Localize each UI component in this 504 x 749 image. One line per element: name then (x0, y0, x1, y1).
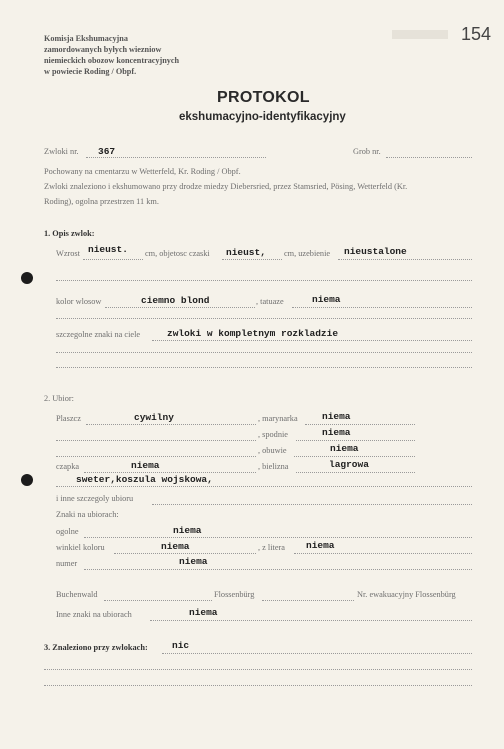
section-3-title (44, 643, 148, 652)
ogolne-label: ogolne (56, 527, 79, 536)
punch-hole-top (21, 272, 33, 284)
numer-label: numer (56, 559, 78, 568)
winkiel-label: winkiel koloru (56, 543, 105, 552)
wzrost-label: Wzrost (56, 249, 80, 258)
spodnie-value: niema (322, 427, 351, 438)
szczegolne-znaki-value: zwloki w kompletnym rozkladzie (167, 328, 339, 339)
winkiel-value: niema (161, 541, 190, 552)
header-line-3: niemieckich obozow koncentracyjnych (44, 56, 180, 65)
section-1-title: 1. Opis zwlok: (44, 229, 95, 238)
cm-label-1: cm, objetosc czaski (145, 249, 210, 258)
numer-value: niema (179, 556, 208, 567)
inne-szczegoly-label: i inne szczegoly ubioru (56, 494, 134, 503)
header-line-2: zamordowanych byłych wiezniow (44, 45, 162, 54)
flossenburg-label: Flossenbürg (214, 590, 255, 599)
tatuaze-label: , tatuaze (256, 297, 284, 306)
znaleziono-line-1: Zwloki znaleziono i ekshumowano przy drodze miedzy Diebersried, przez Stamsried, Pösing, Wetterfeld (Kr. (44, 182, 408, 191)
tatuaze-value: niema (312, 294, 341, 305)
ogolne-value: niema (173, 525, 202, 536)
protocol-subtitle: ekshumacyjno-identyfikacyjny (179, 111, 346, 123)
extra-clothing-value: sweter,koszula wojskowa, (76, 474, 213, 485)
czapka-label: czapka (56, 462, 80, 471)
buchenwald-label: Buchenwald (56, 590, 98, 599)
punch-hole-bottom (21, 474, 33, 486)
czapka-value: niema (131, 460, 160, 471)
grob-label: Grob nr. (353, 147, 381, 156)
pochowany-text: Pochowany na cmentarzu w Wetterfeld, Kr. Roding / Obpf. (44, 167, 241, 176)
znaleziono-line-2: Roding), ogolna przestrzen 11 km. (44, 197, 159, 206)
bielizna-label: , bielizna (258, 462, 289, 471)
zwloki-label: Zwloki nr. (44, 147, 79, 156)
inne-znaki-label: Inne znaki na ubiorach (56, 610, 132, 619)
section-2-title: 2. Ubior: (44, 394, 74, 403)
szczegolne-znaki-label: szczegolne znaki na ciele (56, 330, 141, 339)
section-3-value: nic (172, 640, 190, 651)
obuwie-value: niema (330, 443, 359, 454)
litera-label: , z litera (258, 543, 285, 552)
znaki-ubiorach-label: Znaki na ubiorach: (56, 510, 119, 519)
ewakuacyjny-label: Nr. ewakuacyjny Flossenbürg (357, 590, 456, 599)
bielizna-value: lagrowa (329, 459, 369, 470)
spodnie-label: , spodnie (258, 430, 288, 439)
wzrost-value: nieust. (88, 244, 128, 255)
czaska-value: nieust, (226, 247, 266, 258)
plaszcz-label: Plaszcz (56, 414, 81, 423)
section-3-title-text: 3. Znaleziono przy zwlokach: (44, 643, 148, 652)
zwloki-value: 367 (98, 146, 116, 157)
header-line-4: w powiecie Roding / Obpf. (44, 67, 137, 76)
uzebienie-value: nieustalone (344, 246, 407, 257)
marynarka-label: , marynarka (258, 414, 298, 423)
header-line-1: Komisja Ekshumacyjna (44, 34, 128, 43)
faint-stamp-mark (392, 30, 448, 39)
marynarka-value: niema (322, 411, 351, 422)
obuwie-label: , obuwie (258, 446, 287, 455)
inne-znaki-value: niema (189, 607, 218, 618)
kolor-value: ciemno blond (141, 295, 210, 306)
litera-value: niema (306, 540, 335, 551)
page-number: 154 (461, 24, 492, 44)
plaszcz-value: cywilny (134, 412, 174, 423)
cm-label-2: cm, uzebienie (284, 249, 331, 258)
kolor-label: kolor wlosow (56, 297, 102, 306)
commission-header (44, 33, 179, 77)
protocol-title: PROTOKOL (217, 89, 310, 106)
